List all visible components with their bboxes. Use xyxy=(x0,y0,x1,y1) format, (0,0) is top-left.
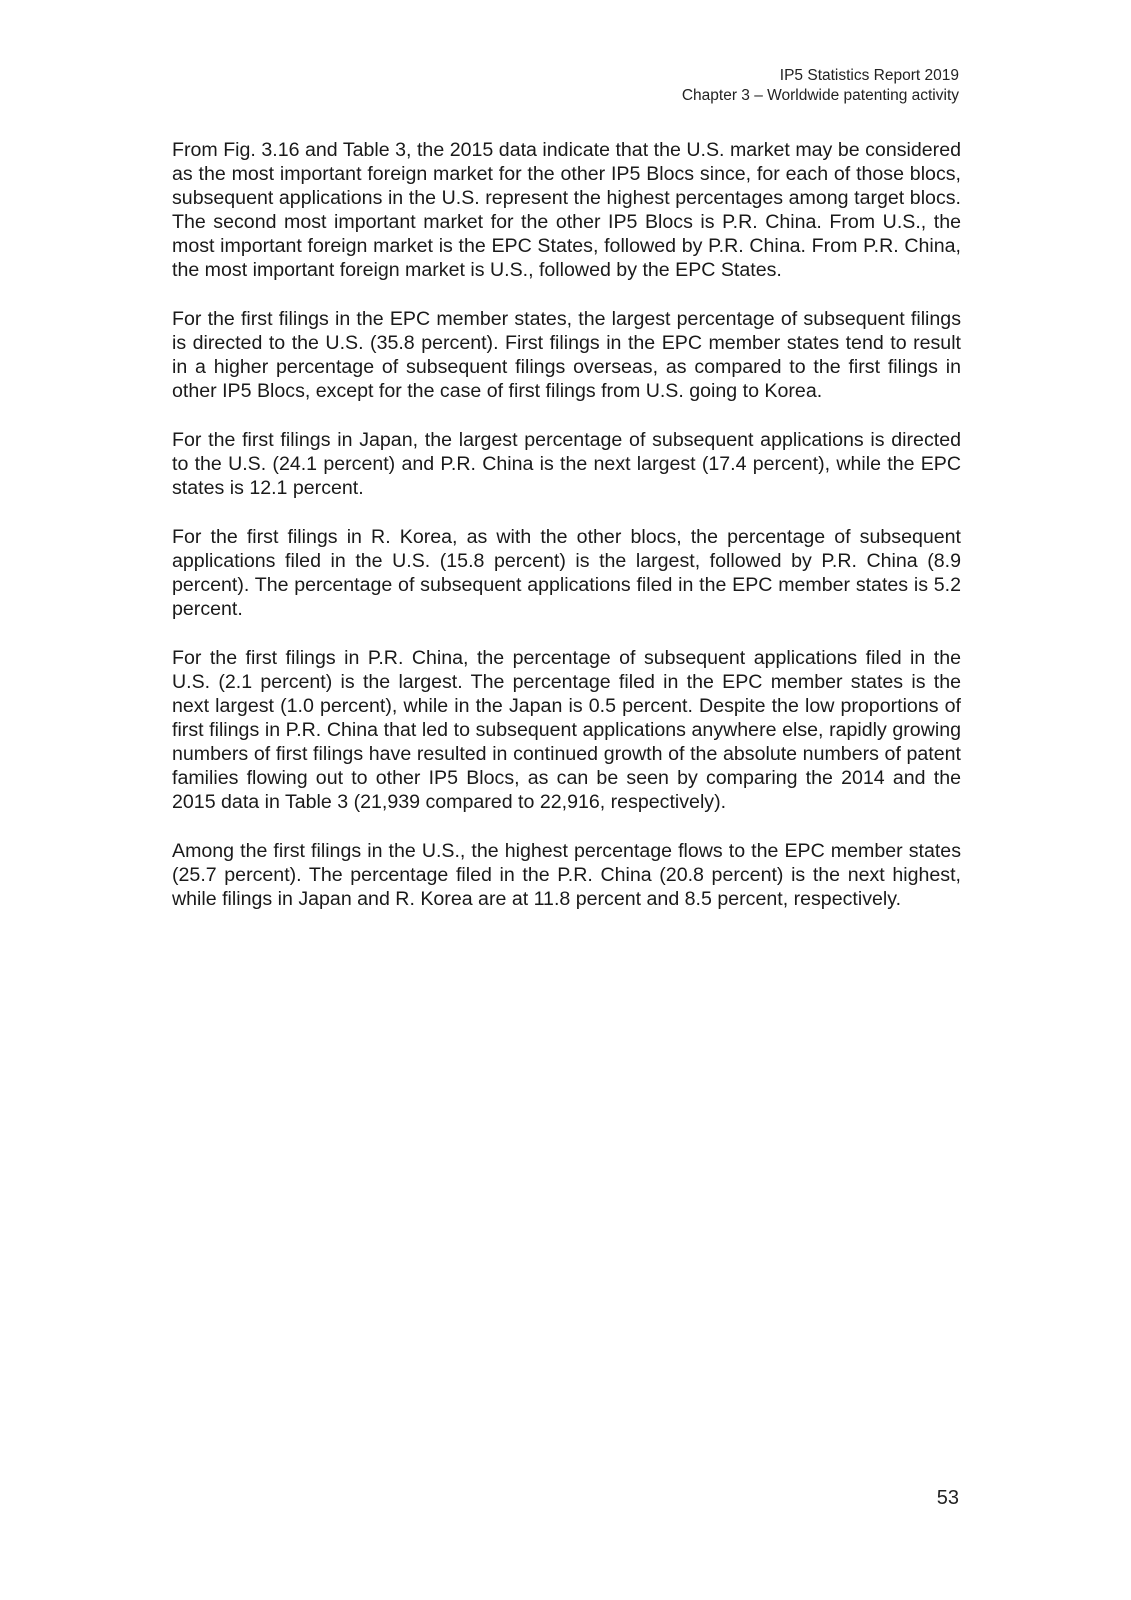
paragraph: For the first filings in Japan, the largest percentage of subsequent applications is directed to the U.S. (24.1 percent) and P.R. China is the next largest (17.4 percent), while the EPC states is 12.1 percent. xyxy=(172,428,961,500)
page-number: 53 xyxy=(936,1487,959,1509)
chapter-title: Chapter 3 – Worldwide patenting activity xyxy=(681,87,959,104)
body-text xyxy=(172,138,961,936)
paragraph: For the first filings in the EPC member states, the largest percentage of subsequent filings is directed to the U.S. (35.8 percent). First filings in the EPC member states tend to result in a higher percentage of subsequent filings overseas, as compared to the first filings in other IP5 Blocs, except for the case of first filings from U.S. going to Korea. xyxy=(172,308,961,403)
paragraph: For the first filings in R. Korea, as with the other blocs, the percentage of subsequent applications filed in the U.S. (15.8 percent) is the largest, followed by P.R. China (8.9 percent). The percentage of subsequent applications filed in the EPC member states is 5.2 percent. xyxy=(172,525,961,620)
report-title: IP5 Statistics Report 2019 xyxy=(779,67,959,84)
paragraph: For the first filings in P.R. China, the percentage of subsequent applications filed in the U.S. (2.1 percent) is the largest. The percentage filed in the EPC member states is the next largest (1.0 percent), while in the Japan is 0.5 percent. Despite the low proportions of first filings in P.R. China that led to subsequent applications anywhere else, rapidly growing numbers of first filings have resulted in continued growth of the absolute numbers of patent families flowing out to other IP5 Blocs, as can be seen by comparing the 2014 and the 2015 data in Table 3 (21,939 compared to 22,916, respectively). xyxy=(172,646,961,814)
running-header xyxy=(682,66,959,106)
paragraph: From Fig. 3.16 and Table 3, the 2015 data indicate that the U.S. market may be considered as the most important foreign market for the other IP5 Blocs since, for each of those blocs, subsequent applications in the U.S. represent the highest percentages among target blocs. The second most important market for the other IP5 Blocs is P.R. China. From U.S., the most important foreign market is the EPC States, followed by P.R. China. From P.R. China, the most important foreign market is U.S., followed by the EPC States. xyxy=(172,139,961,282)
paragraph: Among the first filings in the U.S., the highest percentage flows to the EPC member states (25.7 percent). The percentage filed in the P.R. China (20.8 percent) is the next highest, while filings in Japan and R. Korea are at 11.8 percent and 8.5 percent, respectively. xyxy=(172,839,961,910)
